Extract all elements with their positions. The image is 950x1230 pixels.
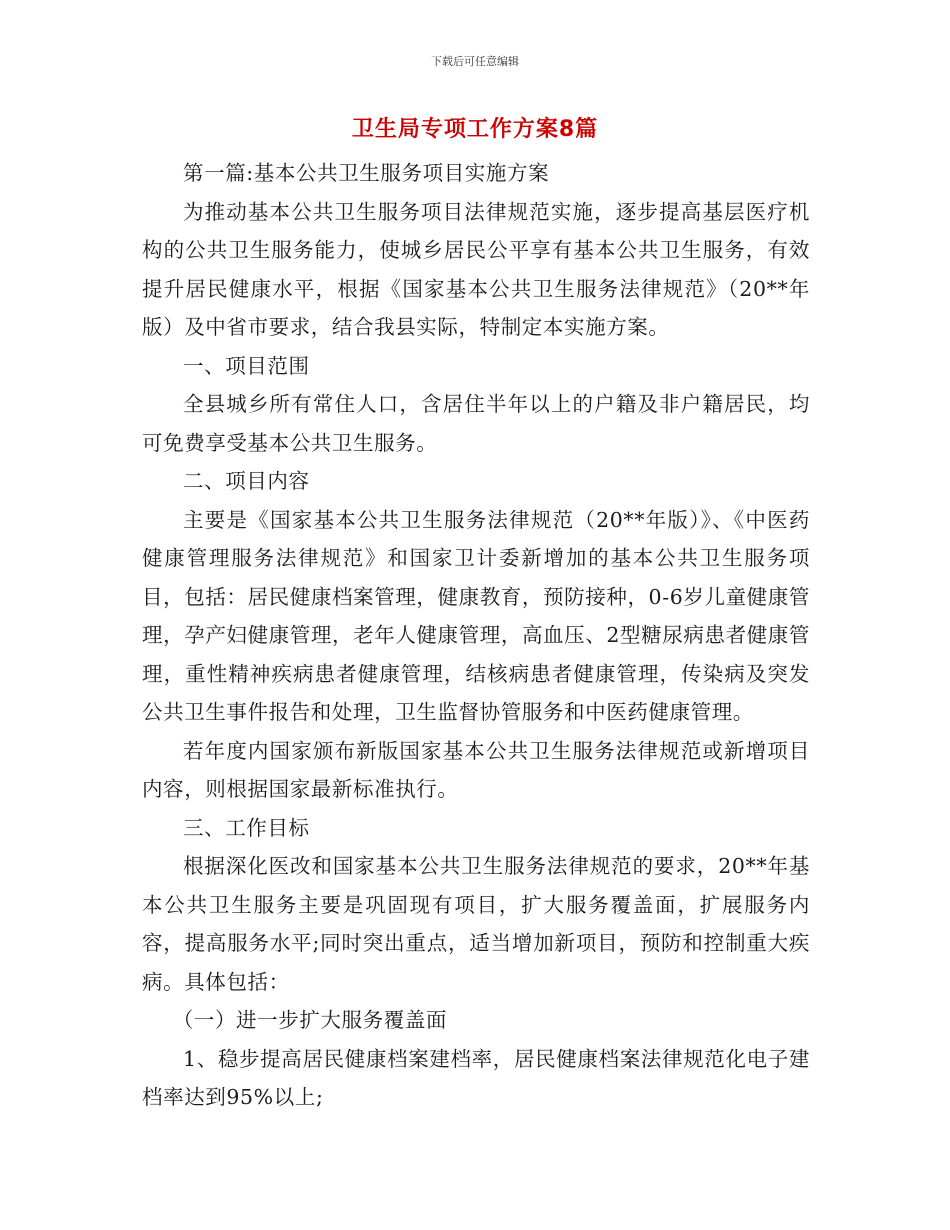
subheading-expand-coverage: （一）进一步扩大服务覆盖面 bbox=[172, 1008, 448, 1032]
paragraph-item-1: 1、稳步提高居民健康档案建档率，居民健康档案法律规范化电子建档率达到95%以上; bbox=[142, 1046, 810, 1109]
paragraph-goals: 根据深化医改和国家基本公共卫生服务法律规范的要求，20**年基本公共卫生服务主要是巩固现有项目，扩大服务覆盖面，扩展服务内容，提高服务水平;同时突出重点，适当增加新项目，预防和控制重大疾病。具体包括： bbox=[142, 854, 810, 994]
document-title: 卫生局专项工作方案8篇 bbox=[351, 117, 599, 142]
paragraph-scope: 全县城乡所有常住人口，含居住半年以上的户籍及非户籍居民，均可免费享受基本公共卫生服务。 bbox=[142, 392, 810, 455]
section-heading-content: 二、项目内容 bbox=[183, 469, 310, 493]
section-heading-scope: 一、项目范围 bbox=[183, 353, 310, 378]
section-heading-goals: 三、工作目标 bbox=[183, 815, 310, 840]
paragraph-new-standard: 若年度内国家颁布新版国家基本公共卫生服务法律规范或新增项目内容，则根据国家最新标准执行。 bbox=[142, 738, 810, 801]
paragraph-intro: 为推动基本公共卫生服务项目法律规范实施，逐步提高基层医疗机构的公共卫生服务能力，使城乡居民公平享有基本公共卫生服务，有效提升居民健康水平，根据《国家基本公共卫生服务法律规范》（20**年版）及中省市要求，结合我县实际，特制定本实施方案。 bbox=[142, 199, 810, 339]
document-body bbox=[142, 154, 810, 1117]
paragraph-content: 主要是《国家基本公共卫生服务法律规范（20**年版）》、《中医药健康管理服务法律规范》和国家卫计委新增加的基本公共卫生服务项目，包括：居民健康档案管理，健康教育，预防接种，0-6岁儿童健康管理，孕产妇健康管理，老年人健康管理，高血压、2型糖尿病患者健康管理，重性精神疾病患者健康管理，结核病患者健康管理，传染病及突发公共卫生事件报告和处理，卫生监督协管服务和中医药健康管理。 bbox=[142, 507, 810, 724]
header-note: 下载后可任意编辑 bbox=[431, 55, 519, 68]
section-heading-part-one: 第一篇:基本公共卫生服务项目实施方案 bbox=[183, 161, 550, 185]
